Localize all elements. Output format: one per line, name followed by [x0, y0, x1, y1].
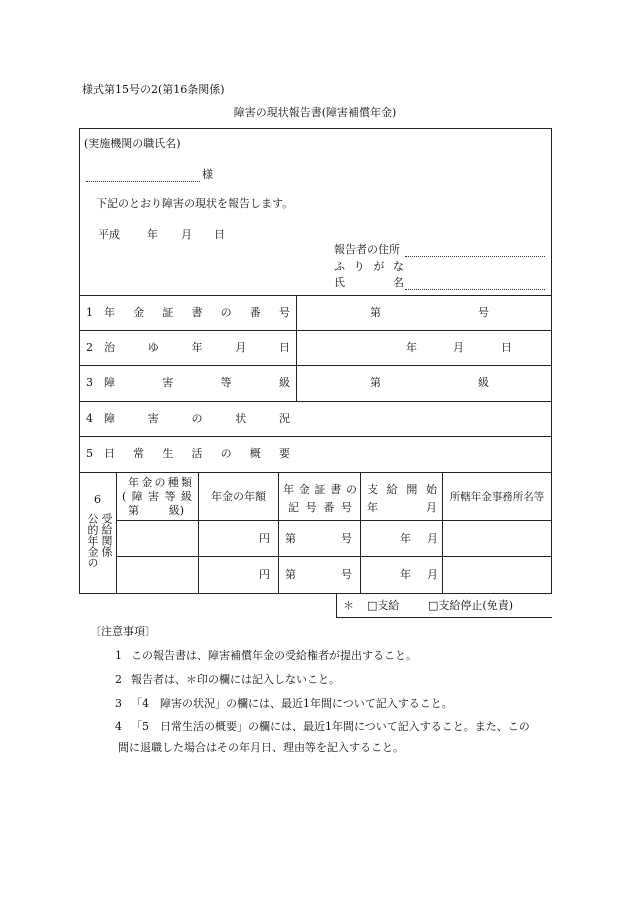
row1-label: 年 金 証 書 の 番 号: [104, 306, 290, 319]
asterisk-mark: ＊: [343, 599, 354, 612]
statement-text: 下記のとおり障害の現状を報告します。: [96, 197, 294, 210]
list-item-continuation: 間に退職した場合はその年月日、理由等を記入すること。: [118, 741, 404, 754]
furigana-label: ふ り が な: [334, 260, 404, 273]
notes-heading: 〔注意事項〕: [90, 625, 156, 638]
header-office: 所轄年金事務所名等: [449, 491, 545, 503]
institution-label: (実施機関の職氏名): [84, 137, 181, 150]
name-line[interactable]: [405, 289, 545, 290]
row5-label: 日 常 生 活 の 概 要: [104, 447, 290, 460]
form-number: 様式第15号の2(第16条関係): [82, 83, 225, 96]
reporter-address-label: 報告者の住所: [334, 243, 400, 256]
reporter-address-line[interactable]: [405, 256, 545, 257]
document-page: 様式第15号の2(第16条関係) 障害の現状報告書(障害補償年金) (実施機関の職氏名) 様 下記のとおり障害の現状を報告します。 平成 年 月 日 報告者の住所 ふ り が な 氏 名 1 年 金 証 書 の 番 号 第 号 2 治 ゆ 年 月 日 年 月 日 3 障 害 等 級 第 級 4 障 害 の 状 況 5 日 常 生 活 の 概 要 6 受給関係 公的年金の 年 金 の 種 類 ( 障 害 等 級 第 級) 年金の年額 年 金 証 書 の 記 号 番 号 支 給 開 始 年 月 所轄年金事務所名等 円 第 号 年 月 円 第 号 年 月 ＊ □支給 □支給停止(免責) 〔注意事項〕 1 この報告書は、障害補償年金の受給権者が提出すること。 2 報告者は、＊印の欄には記入しないこと。 3 「4 障害の状況」の欄には、最近1年間について記入すること。 4 「5 日常生活の概要」の欄には、最近1年間について記入すること。また、この 間に退職した場合はその年月日、理由等を記入すること。: [0, 0, 630, 903]
row4-label: 障 害 の 状 況: [104, 412, 290, 425]
checkbox-payment[interactable]: □支給: [367, 599, 400, 612]
header-annual-amount: 年金の年額: [211, 490, 266, 503]
checkbox-suspension[interactable]: □支給停止(免責): [428, 599, 513, 612]
name-label: 氏 名: [334, 276, 404, 289]
row3-label: 障 害 等 級: [104, 376, 290, 389]
row2-label: 治 ゆ 年 月 日: [104, 341, 290, 354]
institution-name-line[interactable]: [86, 181, 200, 182]
document-title: 障害の現状報告書(障害補償年金): [233, 106, 397, 119]
sama-label: 様: [202, 168, 213, 181]
